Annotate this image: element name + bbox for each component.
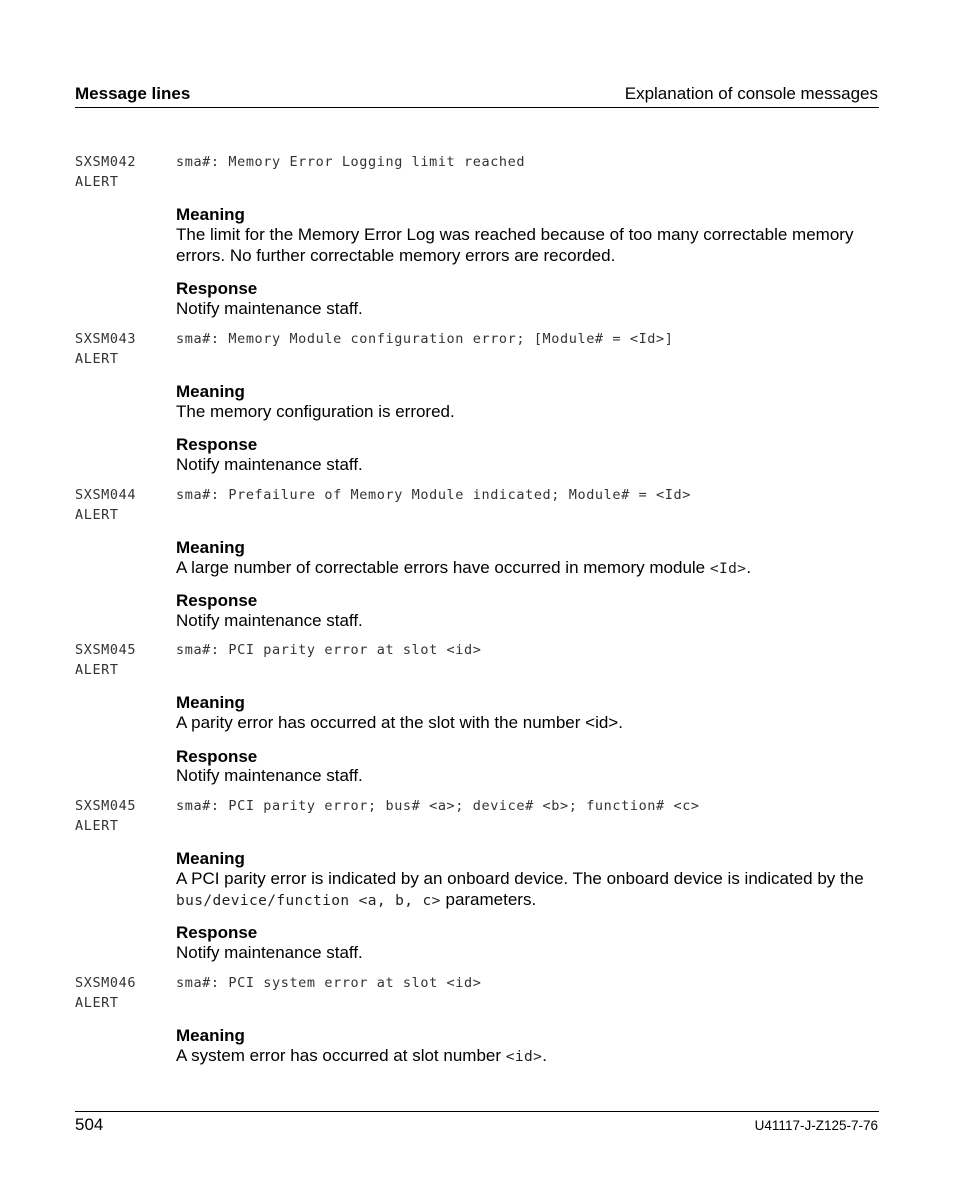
meaning-text — [176, 1045, 881, 1068]
response-text: Notify maintenance staff. — [176, 455, 363, 474]
meaning-text-part: A large number of correctable errors have occurred in memory module — [176, 558, 710, 577]
meaning-text-part: A system error has occurred at slot number — [176, 1046, 506, 1065]
message-code: SXSM042 — [75, 154, 137, 170]
meaning-text: The limit for the Memory Error Log was reached because of too many correctable memory errors. No further correctable memory errors are recorded. — [176, 225, 854, 265]
message-text: sma#: Memory Module configuration error; [Module# = <Id>] — [176, 331, 674, 347]
meaning-text — [176, 889, 881, 912]
meaning-heading: Meaning — [176, 382, 245, 401]
meaning-text-part: . — [746, 558, 752, 577]
header-chapter-title: Explanation of console messages — [624, 84, 878, 103]
response-heading: Response — [176, 279, 258, 298]
parameter-code: bus/device/function <a, b, c> — [176, 893, 441, 909]
response-text: Notify maintenance staff. — [176, 766, 363, 785]
document-id: U41117-J-Z125-7-76 — [754, 1118, 878, 1133]
meaning-text: The memory configuration is errored. — [176, 402, 455, 421]
header-section-title: Message lines — [75, 84, 191, 103]
message-severity: ALERT — [75, 818, 119, 834]
message-severity: ALERT — [75, 174, 119, 190]
meaning-heading: Meaning — [176, 693, 245, 712]
message-severity: ALERT — [75, 507, 119, 523]
meaning-heading: Meaning — [176, 849, 245, 868]
response-text: Notify maintenance staff. — [176, 943, 363, 962]
meaning-heading: Meaning — [176, 538, 245, 557]
message-code: SXSM045 — [75, 798, 137, 814]
response-text: Notify maintenance staff. — [176, 299, 363, 318]
message-severity: ALERT — [75, 662, 119, 678]
meaning-heading: Meaning — [176, 205, 245, 224]
message-severity: ALERT — [75, 351, 119, 367]
message-severity: ALERT — [75, 995, 119, 1011]
header-rule — [75, 107, 879, 108]
response-heading: Response — [176, 435, 258, 454]
meaning-text-part: . — [542, 1046, 548, 1065]
meaning-text — [176, 557, 881, 580]
message-text: sma#: PCI parity error at slot <id> — [176, 642, 482, 658]
footer-rule — [75, 1111, 879, 1112]
meaning-text: A PCI parity error is indicated by an onboard device. The onboard device is indicated by the — [176, 869, 864, 888]
meaning-text: A parity error has occurred at the slot with the number <id>. — [176, 713, 623, 732]
message-code: SXSM044 — [75, 487, 137, 503]
parameter-code: <id> — [505, 1049, 543, 1065]
message-text: sma#: Prefailure of Memory Module indicated; Module# = <Id> — [176, 487, 691, 503]
message-code: SXSM043 — [75, 331, 137, 347]
response-heading: Response — [176, 747, 258, 766]
message-text: sma#: PCI system error at slot <id> — [176, 975, 482, 991]
response-heading: Response — [176, 923, 258, 942]
message-code: SXSM046 — [75, 975, 137, 991]
meaning-text-part: parameters. — [440, 890, 537, 909]
parameter-code: <Id> — [709, 561, 747, 577]
message-code: SXSM045 — [75, 642, 137, 658]
message-text: sma#: Memory Error Logging limit reached — [176, 154, 526, 170]
message-text: sma#: PCI parity error; bus# <a>; device# <b>; function# <c> — [176, 798, 700, 814]
meaning-heading: Meaning — [176, 1026, 245, 1045]
response-heading: Response — [176, 591, 258, 610]
page-number: 504 — [75, 1115, 104, 1134]
response-text: Notify maintenance staff. — [176, 611, 363, 630]
